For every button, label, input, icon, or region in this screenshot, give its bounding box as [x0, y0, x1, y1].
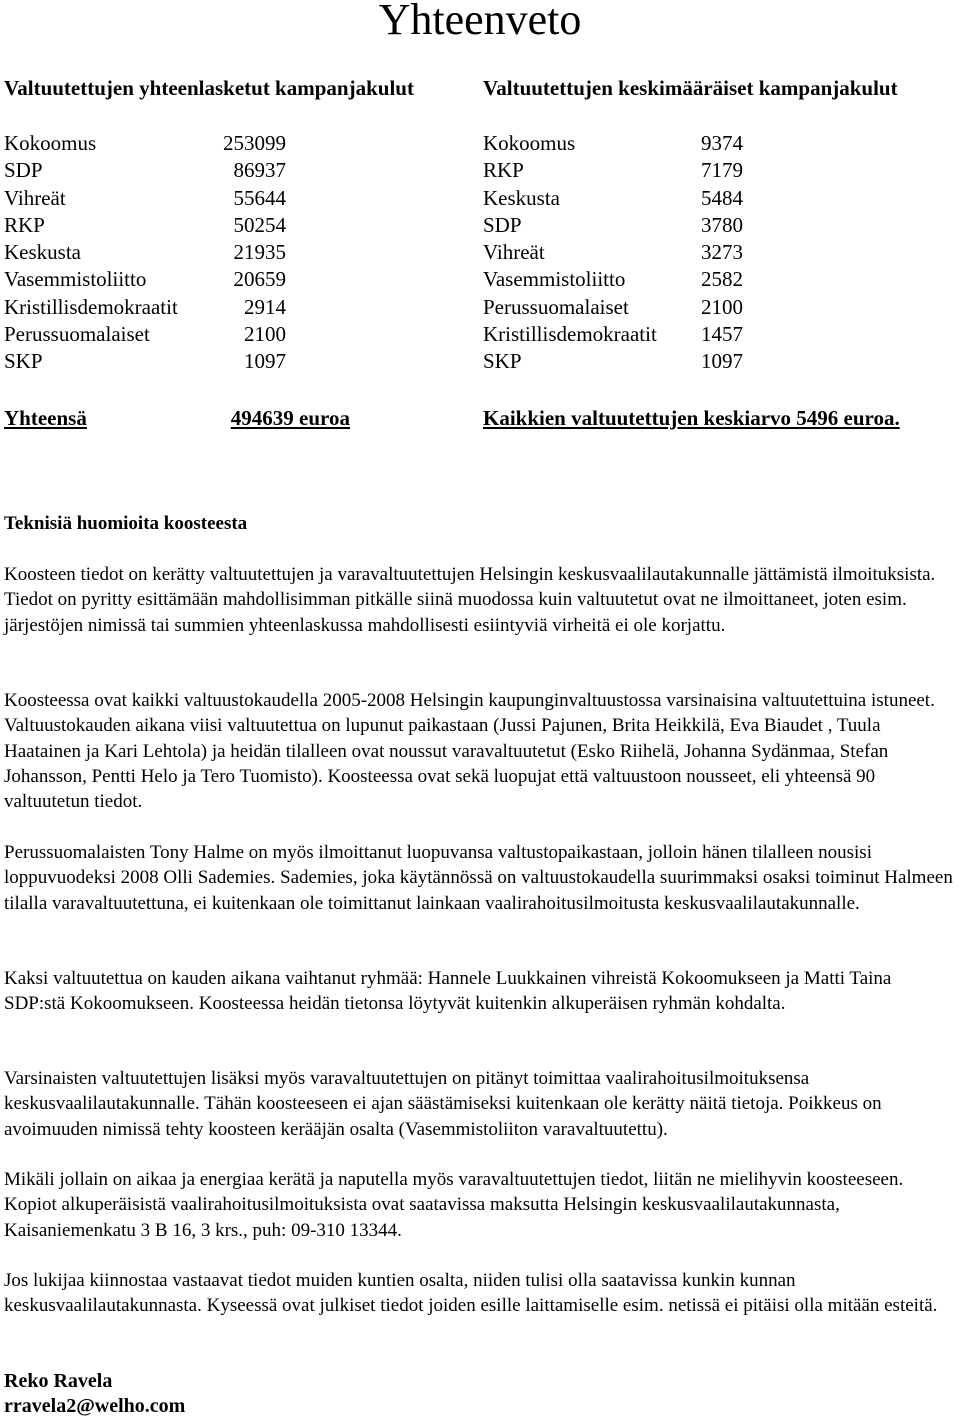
party-name: Kokoomus	[4, 131, 97, 155]
party-name: Kristillisdemokraatit	[4, 294, 178, 319]
table-row	[4, 321, 286, 348]
party-value: 2914	[244, 294, 286, 319]
table-row	[483, 185, 743, 212]
party-value: 253099	[223, 131, 286, 155]
notes-paragraph: Kaksi valtuutettua on kauden aikana vaihtanut ryhmää: Hannele Luukkainen vihreistä Kokoomukseen ja Matti Taina SDP:stä Kokoomukseen. Koosteessa heidän tietonsa löytyvät kuitenkin alkuperäisen ryhmän kohdalta.	[4, 968, 892, 1015]
table-row	[4, 157, 286, 184]
table-row	[4, 294, 286, 321]
party-name: Kristillisdemokraatit	[483, 322, 657, 347]
table-row	[483, 266, 743, 293]
party-value: 20659	[233, 267, 286, 292]
party-name: Keskusta	[4, 240, 81, 265]
table-row	[4, 212, 286, 239]
party-name: Vasemmistoliitto	[4, 267, 147, 292]
party-name: Keskusta	[483, 185, 560, 210]
party-name: SKP	[4, 349, 43, 374]
party-value: 1457	[701, 322, 743, 347]
party-value: 5484	[701, 185, 743, 210]
page-title: Yhteenveto	[378, 0, 582, 44]
party-name: Kokoomus	[483, 131, 576, 155]
party-value: 50254	[233, 212, 286, 237]
notes-paragraph: Mikäli jollain on aikaa ja energiaa kerätä ja naputella myös varavaltuutettujen tiedot, liitän ne mielihyvin koosteeseen. Kopiot alkuperäisistä vaalirahoitusilmoituksista ovat saatavissa maksutta Helsingin keskusvaalilautakunnasta, Kaisaniemenkatu 3 B 16, 3 krs., puh: 09-310 13344.	[4, 1169, 904, 1241]
table-row	[483, 348, 743, 375]
average-costs-table	[483, 130, 743, 376]
table-row	[483, 212, 743, 239]
party-value: 3273	[701, 240, 743, 265]
party-name: SDP	[4, 158, 43, 183]
total-label: Yhteensä	[4, 406, 87, 430]
notes-paragraph: Perussuomalaisten Tony Halme on myös ilmoittanut luopuvansa valtustopaikastaan, jolloin hänen tilalleen nousisi loppuvuodeksi 2008 Olli Sademies. Sademies, joka käytännössä on valtuustokaudella suurimmaksi osaksi toiminut Halmeen tilalla varavaltuutettuna, ei kuitenkaan ole toimittanut lainkaan vaalirahoitusilmoitusta keskusvaalilautakunnalle.	[4, 842, 953, 914]
table-row	[4, 266, 286, 293]
party-name: Vihreät	[483, 240, 545, 265]
notes-heading: Teknisiä huomioita koosteesta	[4, 513, 248, 534]
party-name: Perussuomalaiset	[4, 322, 150, 347]
author-name: Reko Ravela	[4, 1370, 113, 1392]
total-costs-table	[4, 130, 286, 376]
party-value: 55644	[233, 185, 286, 210]
party-name: RKP	[483, 158, 524, 183]
table-row	[483, 321, 743, 348]
table-row	[4, 130, 286, 157]
party-value: 2100	[244, 322, 286, 347]
left-table-heading: Valtuutettujen yhteenlasketut kampanjakulut	[4, 76, 414, 100]
party-name: Vasemmistoliitto	[483, 267, 626, 292]
table-row	[4, 185, 286, 212]
party-value: 3780	[701, 212, 743, 237]
table-row	[483, 130, 743, 157]
party-value: 9374	[701, 131, 743, 155]
average-summary: Kaikkien valtuutettujen keskiarvo 5496 euroa.	[483, 406, 900, 430]
party-name: Perussuomalaiset	[483, 294, 629, 319]
notes-paragraph: Jos lukijaa kiinnostaa vastaavat tiedot muiden kuntien osalta, niiden tulisi olla saatavissa kunkin kunnan keskusvaalilautakunnasta. Kyseessä ovat julkiset tiedot joiden esille laittamiselle esim. netissä ei pitäisi olla mitään esteitä.	[4, 1270, 938, 1317]
table-row	[483, 157, 743, 184]
party-name: Vihreät	[4, 185, 66, 210]
notes-paragraph: Varsinaisten valtuutettujen lisäksi myös varavaltuutettujen on pitänyt toimittaa vaalirahoitusilmoituksensa keskusvaalilautakunnalle. Tähän koosteeseen ei ajan säästämiseksi kuitenkaan ole kerätty näitä tietoja. Poikkeus on avoimuuden nimissä tehty koosteen kerääjän osalta (Vasemmistoliiton varavaltuutettu).	[4, 1068, 882, 1140]
table-row	[4, 239, 286, 266]
notes-paragraph: Koosteen tiedot on kerätty valtuutettujen ja varavaltuutettujen Helsingin keskusvaalilautakunnalle jättämistä ilmoituksista. Tiedot on pyritty esittämään mahdollisimman pitkälle siinä muodossa kuin valtuutetut ovat ne ilmoittaneet, joten esim. järjestöjen nimissä tai summien yhteenlaskussa mahdollisesti esiintyviä virheitä ei ole korjattu.	[4, 564, 936, 636]
party-name: SDP	[483, 212, 522, 237]
party-value: 21935	[233, 240, 286, 265]
party-name: RKP	[4, 212, 45, 237]
table-row	[483, 294, 743, 321]
notes-paragraph: Koosteessa ovat kaikki valtuustokaudella 2005-2008 Helsingin kaupunginvaltuustossa varsinaisina valtuutettuina istuneet. Valtuustokauden aikana viisi valtuutettua on lupunut paikastaan (Jussi Pajunen, Brita Heikkilä, Eva Biaudet , Tuula Haatainen ja Kari Lehtola) ja heidän tilalleen ovat noussut varavaltuutetut (Esko Riihelä, Johanna Sydänmaa, Stefan Johansson, Pentti Helo ja Tero Tuomisto). Koosteessa ovat sekä luopujat että valtuustoon nousseet, eli yhteensä 90 valtuutetun tiedot.	[4, 690, 935, 813]
party-value: 86937	[233, 158, 286, 183]
party-name: SKP	[483, 349, 522, 374]
table-row	[4, 348, 286, 375]
party-value: 1097	[244, 349, 286, 374]
right-table-heading: Valtuutettujen keskimääräiset kampanjakulut	[483, 76, 898, 100]
table-row	[483, 239, 743, 266]
party-value: 7179	[701, 158, 743, 183]
party-value: 2100	[701, 294, 743, 319]
total-row	[4, 405, 350, 431]
author-email: rravela2@welho.com	[4, 1395, 186, 1417]
total-value: 494639 euroa	[230, 406, 350, 430]
party-value: 2582	[701, 267, 743, 292]
party-value: 1097	[701, 349, 743, 374]
